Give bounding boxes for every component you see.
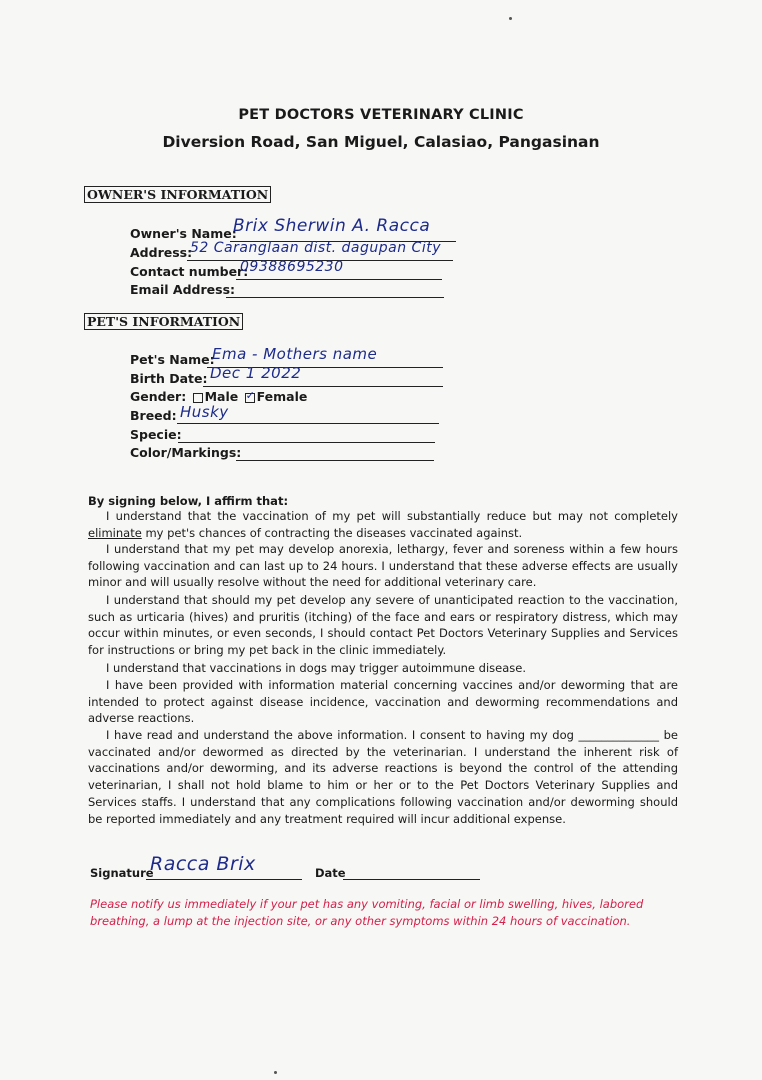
email-address-label: Email Address: xyxy=(130,282,236,297)
owner-section-title: OWNER'S INFORMATION xyxy=(84,186,271,203)
male-option-label: Male xyxy=(204,389,239,404)
breed-field[interactable]: Husky xyxy=(180,403,229,421)
breed-line xyxy=(177,423,439,424)
color-markings-label: Color/Markings: xyxy=(130,445,242,460)
clinic-address: Diversion Road, San Miguel, Calasiao, Pangasinan xyxy=(162,133,600,151)
owner-address-label: Address: xyxy=(130,245,193,260)
clinic-name: PET DOCTORS VETERINARY CLINIC xyxy=(238,107,524,123)
consent-p6-text-end: be vaccinated and/or dewormed as directed by the veterinarian. I understand the inherent risk of vaccinations and/or deworming, and its adverse reactions is beyond the control of the attending veterinarian, I shall not hold blame to him or her or to the Pet Doctors Veterinary Supplies and Services staffs. I understand that any complications following vaccination and/or deworming should be reported immediately and any treatment required will incur additional expense. xyxy=(88,728,678,826)
signature-field[interactable]: Racca Brix xyxy=(150,853,256,875)
birth-date-line xyxy=(203,386,443,387)
consent-paragraph-6 xyxy=(88,727,678,827)
gender-label: Gender: xyxy=(130,389,187,404)
paper-speck xyxy=(509,17,512,20)
contact-number-label: Contact number: xyxy=(130,264,249,279)
female-option-label: Female xyxy=(256,389,308,404)
check-mark-icon: ✓ xyxy=(245,388,255,402)
birth-date-label: Birth Date: xyxy=(130,371,208,386)
consent-paragraph-5: I have been provided with information material concerning vaccines and/or deworming that are intended to protect against disease incidence, vaccination and deworming recommendations and adverse reactions. xyxy=(88,678,678,726)
specie-line xyxy=(178,442,435,443)
consent-p6-text: I have read and understand the above information. I consent to having my dog xyxy=(106,728,579,742)
dog-name-blank[interactable]: ______________ xyxy=(578,728,660,742)
owner-name-field[interactable]: Brix Sherwin A. Racca xyxy=(233,216,431,236)
breed-label: Breed: xyxy=(130,408,177,423)
owner-name-label: Owner's Name: xyxy=(130,226,237,241)
affirm-heading: By signing below, I affirm that: xyxy=(88,494,289,508)
consent-paragraph-3: I understand that should my pet develop any severe of unanticipated reaction to the vaccination, such as urticaria (hives) and pruritis (itching) of the face and ears or respiratory distress, which may occur within minutes, or even seconds, I should contact Pet Doctors Veterinary Supplies and Services for instructions or bring my pet back in the clinic immediately. xyxy=(88,593,678,658)
pet-section-title: PET'S INFORMATION xyxy=(84,313,243,330)
signature-line xyxy=(146,879,302,880)
female-checkbox[interactable] xyxy=(245,388,255,403)
male-checkbox[interactable] xyxy=(193,393,203,403)
birth-date-field[interactable]: Dec 1 2022 xyxy=(210,364,302,382)
consent-paragraph-4: I understand that vaccinations in dogs may trigger autoimmune disease. xyxy=(106,661,526,675)
vaccination-notice: Please notify us immediately if your pet has any vomiting, facial or limb swelling, hives, labored breathing, a lump at the injection site, or any other symptoms within 24 hours of vaccination. xyxy=(90,897,644,928)
consent-paragraph-1 xyxy=(88,508,678,541)
paper-speck xyxy=(274,1071,277,1074)
color-markings-line xyxy=(236,460,434,461)
email-address-line xyxy=(226,297,444,298)
pet-name-field[interactable]: Ema - Mothers name xyxy=(212,345,378,363)
signature-label: Signature xyxy=(90,866,154,880)
consent-p1-text: I understand that the vaccination of my pet will substantially reduce but may not completely xyxy=(106,509,678,523)
consent-paragraph-2: I understand that my pet may develop anorexia, lethargy, fever and soreness within a few hours following vaccination and can last up to 24 hours. I understand that these adverse effects are usually minor and will usually resolve without the need for additional veterinary care. xyxy=(88,542,678,590)
date-line xyxy=(343,879,480,880)
consent-p1-text-end: my pet's chances of contracting the diseases vaccinated against. xyxy=(141,525,523,540)
gender-row xyxy=(130,389,307,404)
consent-p1-underlined: eliminate xyxy=(88,525,142,540)
date-label: Date xyxy=(315,866,346,880)
owner-address-field[interactable]: 52 Caranglaan dist. dagupan City xyxy=(190,240,441,256)
pet-name-label: Pet's Name: xyxy=(130,352,215,367)
specie-label: Specie: xyxy=(130,427,182,442)
contact-number-line xyxy=(236,279,442,280)
contact-number-field[interactable]: 09388695230 xyxy=(240,259,344,275)
